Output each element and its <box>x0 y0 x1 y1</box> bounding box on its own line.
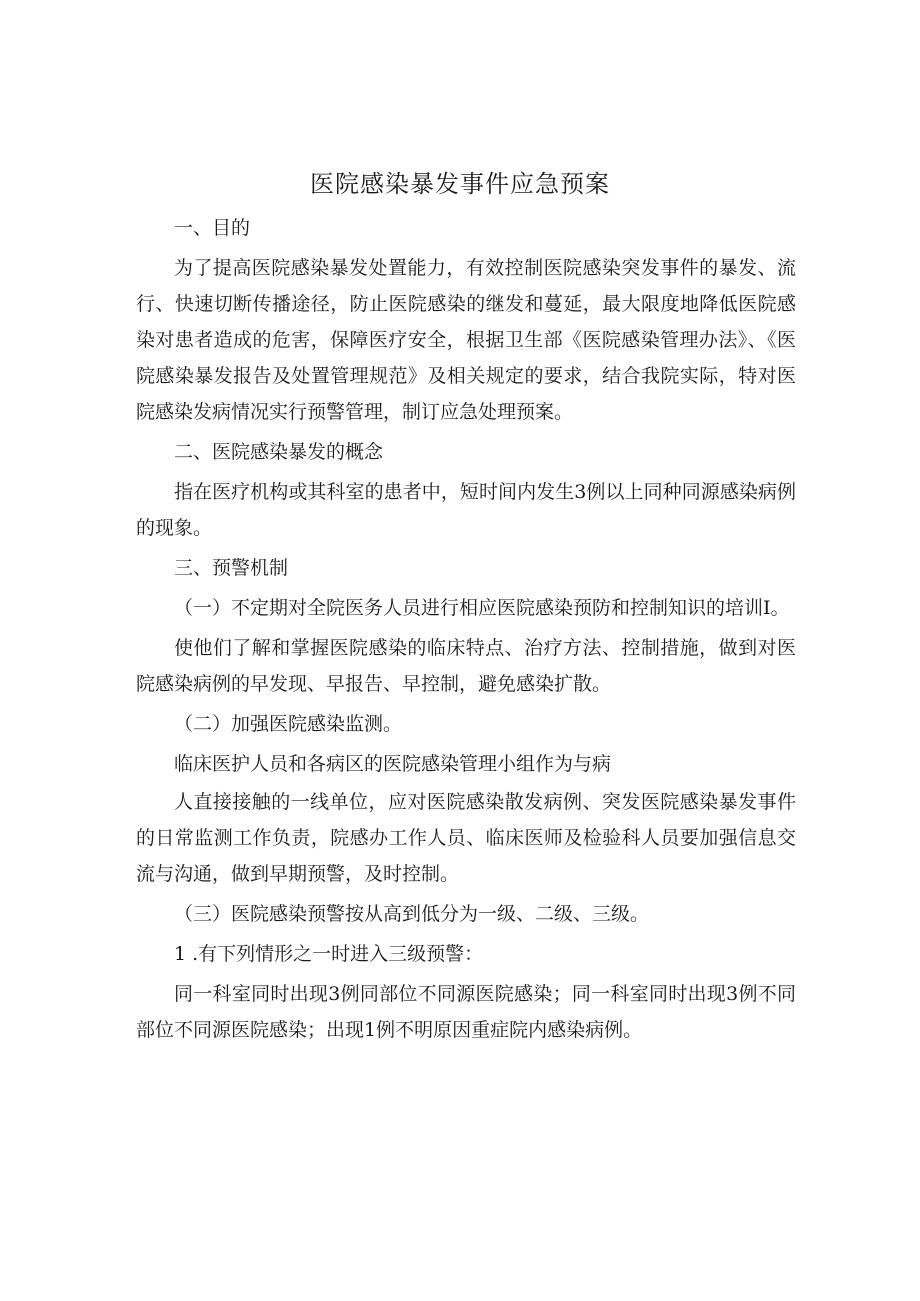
paragraph-concept-text: 指在医疗机构或其科室的患者中，短时间内发生3例以上同种同源感染病例的现象。 <box>136 481 796 539</box>
paragraph-monitoring-line1: 临床医护人员和各病区的医院感染管理小组作为与病 <box>174 753 612 775</box>
paragraph-warning-levels: （三）医院感染预警按从高到低分为一级、二级、三级。 <box>174 903 650 925</box>
document-title: 医院感染暴发事件应急预案 <box>310 170 610 198</box>
paragraph-monitoring-heading: （二）加强医院感染监测。 <box>174 713 403 735</box>
paragraph-monitoring-text: 人直接接触的一线单位，应对医院感染散发病例、突发医院感染暴发事件的日常监测工作负责，院感办工作人员、临床医师及检验科人员要加强信息交流与沟通，做到早期预警，及时控制。 <box>136 791 796 885</box>
paragraph-training-purpose: 使他们了解和掌握医院感染的临床特点、治疗方法、控制措施，做到对医院感染病例的早发现、早报告、早控制，避免感染扩散。 <box>136 637 796 695</box>
section-heading-warning-mechanism: 三、预警机制 <box>174 557 289 579</box>
document-body <box>136 210 796 1048</box>
paragraph-level-three-criteria: 同一科室同时出现3例同部位不同源医院感染；同一科室同时出现3例不同部位不同源医院感染；出现1例不明原因重症院内感染病例。 <box>136 983 796 1041</box>
paragraph-training: （一）不定期对全院医务人员进行相应医院感染预防和控制知识的培训I。 <box>174 597 790 619</box>
section-heading-concept: 二、医院感染暴发的概念 <box>174 441 384 463</box>
paragraph-purpose-text: 为了提高医院感染暴发处置能力，有效控制医院感染突发事件的暴发、流行、快速切断传播途径，防止医院感染的继发和蔓延，最大限度地降低医院感染对患者造成的危害，保障医疗安全，根据卫生部《医院感染管理办法》、《医院感染暴发报告及处置管理规范》及相关规定的要求，结合我院实际，特对医院感染发病情况实行预警管理，制订应急处理预案。 <box>136 257 796 423</box>
section-heading-purpose: 一、目的 <box>174 217 251 239</box>
paragraph-level-three-heading: 1 .有下列情形之一时进入三级预警： <box>174 943 484 965</box>
